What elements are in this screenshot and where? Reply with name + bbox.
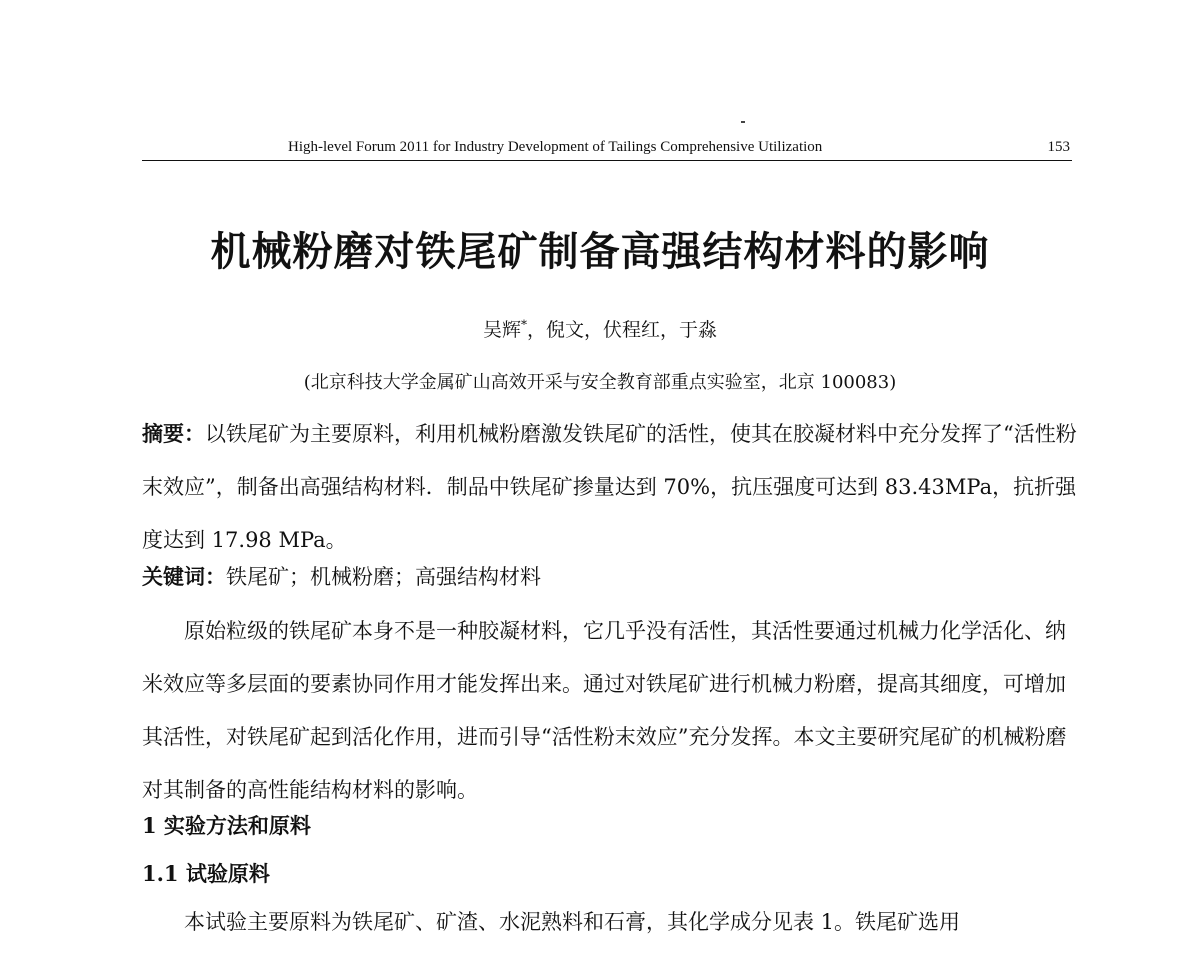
keywords-text: 铁尾矿；机械粉磨；高强结构材料 — [226, 565, 541, 589]
author-line — [0, 315, 1200, 342]
section-heading: 1 实验方法和原料 — [142, 813, 311, 838]
keywords-label: 关键词： — [142, 564, 226, 589]
corresponding-mark: * — [521, 317, 527, 332]
body-paragraph: 原始粒级的铁尾矿本身不是一种胶凝材料，它几乎没有活性，其活性要通过机械力化学活化、纳米效应等多层面的要素协同作用才能发挥出来。通过对铁尾矿进行机械力粉磨，提高其细度，可增加其活性，对铁尾矿起到活化作用，进而引导“活性粉末效应”充分发挥。本文主要研究尾矿的机械粉磨对其制备的高性能结构材料的影响。 — [142, 619, 1067, 802]
author-rest: ，倪文，伏程红，于淼 — [527, 319, 718, 341]
journal-title: High-level Forum 2011 for Industry Development of Tailings Comprehensive Utilization — [288, 139, 823, 155]
abstract — [142, 407, 1077, 567]
abstract-label: 摘要： — [142, 421, 205, 446]
page-number: 153 — [1047, 139, 1070, 155]
keywords — [142, 561, 1077, 593]
scan-speck — [741, 121, 745, 123]
paper-title: 机械粉磨对铁尾矿制备高强结构材料的影响 — [210, 228, 990, 275]
body-paragraph-2: 本试验主要原料为铁尾矿、矿渣、水泥熟料和石膏，其化学成分见表 1。铁尾矿选用 — [184, 910, 961, 934]
affiliation: (北京科技大学金属矿山高效开采与安全教育部重点实验室，北京 100083) — [303, 372, 897, 393]
abstract-text: 以铁尾矿为主要原料，利用机械粉磨激发铁尾矿的活性，使其在胶凝材料中充分发挥了“活性粉末效应”，制备出高强结构材料．制品中铁尾矿掺量达到 70%，抗压强度可达到 83.43MPa，抗折强度达到 17.98 MPa。 — [142, 422, 1077, 552]
running-header — [142, 136, 1072, 161]
author-first: 吴辉 — [482, 319, 521, 341]
subsection-heading: 1.1 试验原料 — [142, 861, 270, 886]
